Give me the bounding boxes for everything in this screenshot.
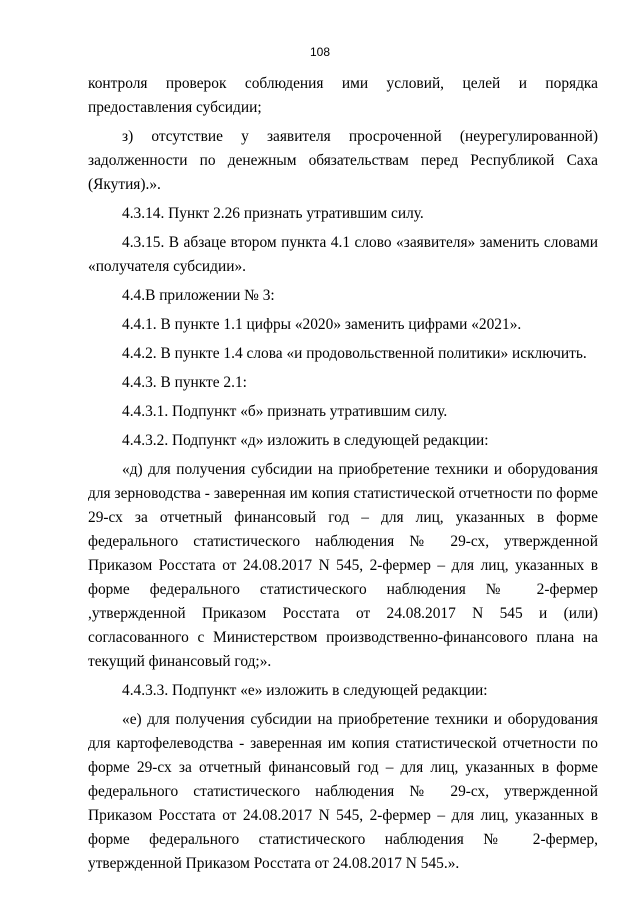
- paragraph-4-3-14: 4.3.14. Пункт 2.26 признать утратившим силу.: [122, 205, 424, 222]
- paragraph-4-4: 4.4.В приложении № 3:: [122, 287, 275, 304]
- document-body: [88, 72, 598, 881]
- page-number: 108: [309, 45, 331, 59]
- paragraph-subitem-d: «д) для получения субсидии на приобретение техники и оборудования для зерноводства - заверенная им копия статистической отчетности по форме 29-сх за отчетный финансовый год – для лиц, указанных в форме федерального статистического наблюдения № 29-сх, утвержденной Приказом Росстата от 24.08.2017 N 545, 2-фермер – для лиц, указанных в форме федерального статистического наблюдения № 2-фермер ,утвержденной Приказом Росстата от 24.08.2017 N 545 и (или) согласованного с Министерством производственно-финансового плана на текущий финансовый год;».: [88, 461, 598, 670]
- paragraph-4-4-2: 4.4.2. В пункте 1.4 слова «и продовольственной политики» исключить.: [122, 345, 587, 362]
- paragraph-4-3-15: 4.3.15. В абзаце втором пункта 4.1 слово «заявителя» заменить словами «получателя субсидии».: [88, 234, 598, 275]
- paragraph-continuation: контроля проверок соблюдения ими условий, целей и порядка предоставления субсидии;: [88, 75, 598, 116]
- paragraph-4-4-3: 4.4.3. В пункте 2.1:: [122, 374, 247, 391]
- paragraph-subitem-e: «е) для получения субсидии на приобретение техники и оборудования для картофелеводства - заверенная им копия статистической отчетности по форме 29-сх за отчетный финансовый год – для лиц, указанных в форме федерального статистического наблюдения № 29-сх, утвержденной Приказом Росстата от 24.08.2017 N 545, 2-фермер – для лиц, указанных в форме федерального статистического наблюдения № 2-фермер, утвержденной Приказом Росстата от 24.08.2017 N 545.».: [88, 711, 598, 872]
- paragraph-item-z: з) отсутствие у заявителя просроченной (неурегулированной) задолженности по денежным обязательствам перед Республикой Саха (Якутия).».: [88, 128, 598, 193]
- paragraph-4-4-1: 4.4.1. В пункте 1.1 цифры «2020» заменить цифрами «2021».: [122, 316, 522, 333]
- paragraph-4-4-3-2: 4.4.3.2. Подпункт «д» изложить в следующей редакции:: [122, 432, 489, 449]
- paragraph-4-4-3-1: 4.4.3.1. Подпункт «б» признать утратившим силу.: [122, 403, 448, 420]
- paragraph-4-4-3-3: 4.4.3.3. Подпункт «е» изложить в следующей редакции:: [122, 682, 488, 699]
